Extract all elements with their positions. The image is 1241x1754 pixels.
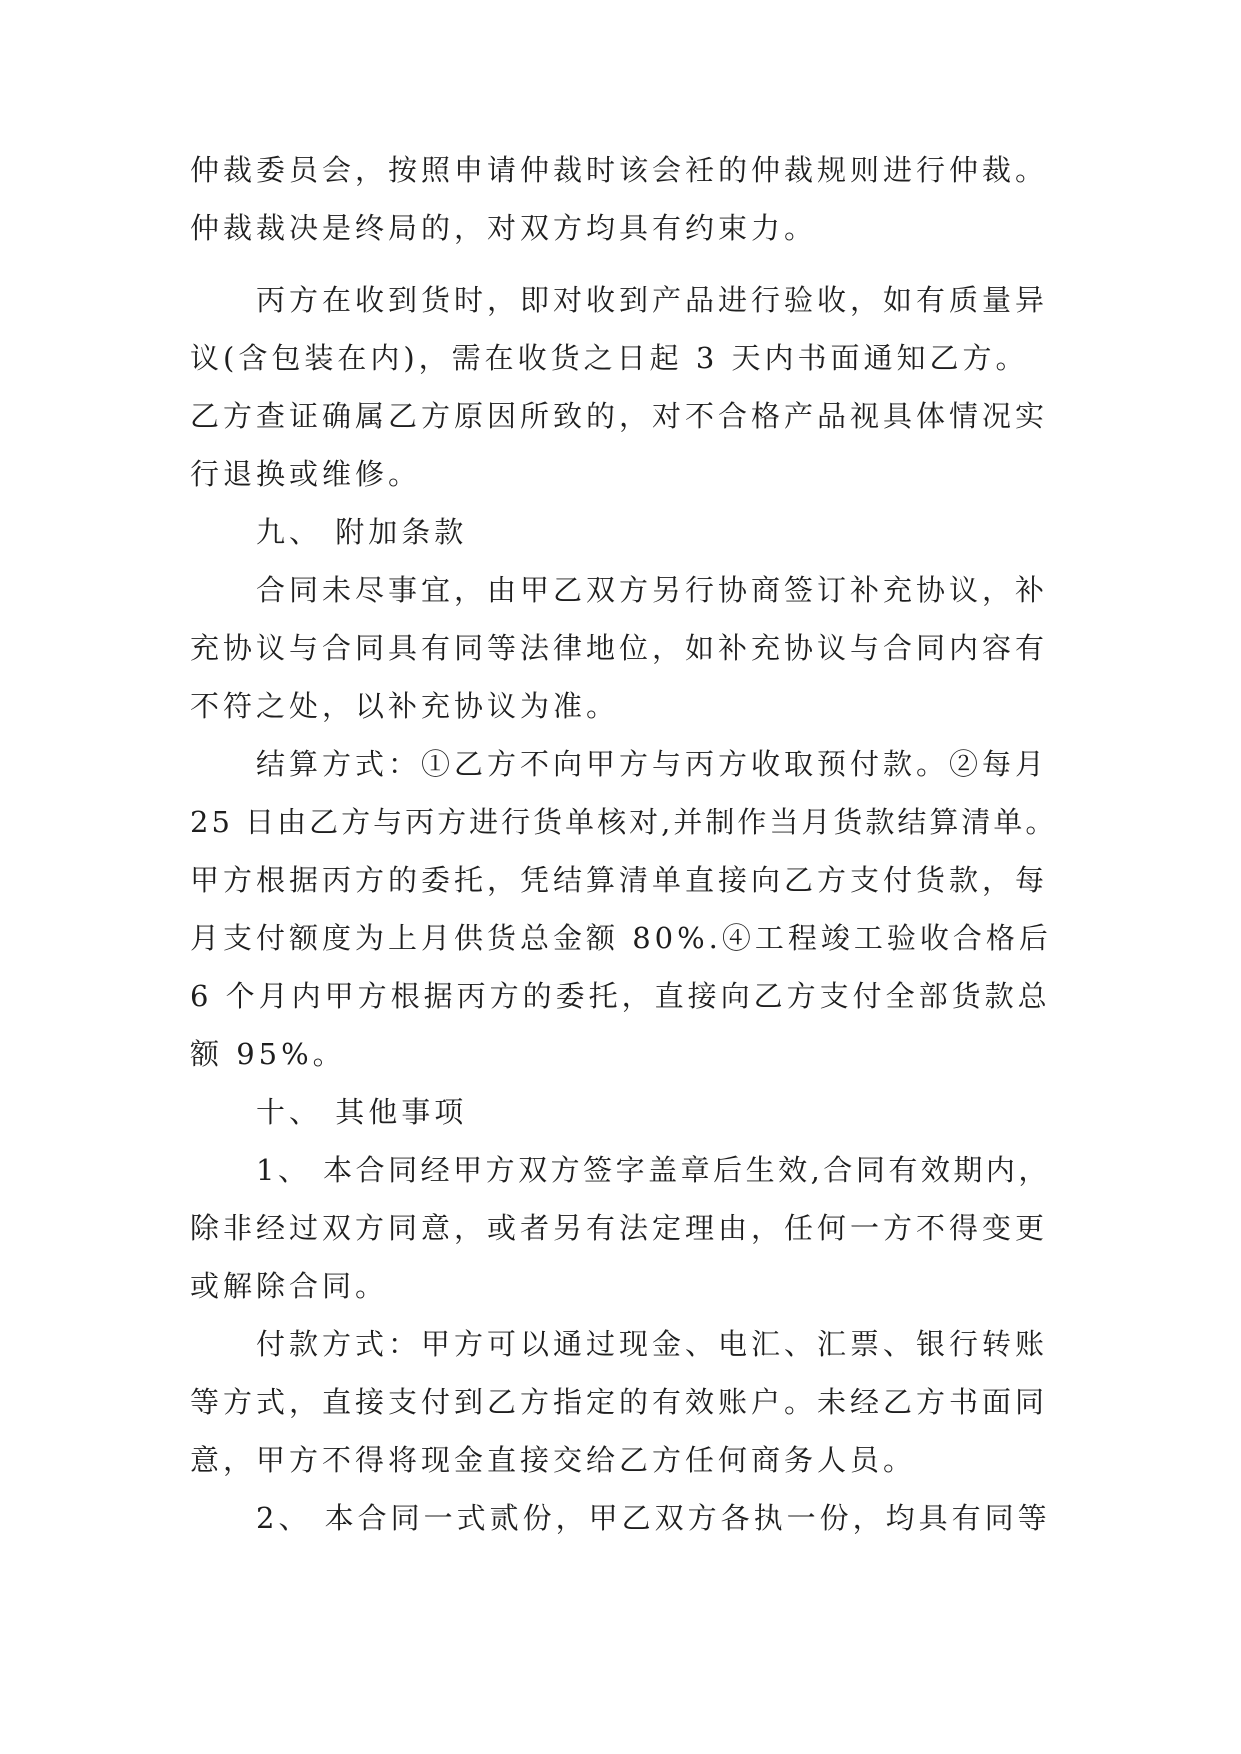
text-line: 6 个月内甲方根据丙方的委托，直接向乙方支付全部货款总 bbox=[190, 979, 1051, 1013]
text-line: 额 95%。 bbox=[190, 1037, 346, 1071]
text-line: 等方式，直接支付到乙方指定的有效账户。未经乙方书面同 bbox=[190, 1385, 1049, 1419]
text-line: 丙方在收到货时，即对收到产品进行验收，如有质量异 bbox=[256, 283, 1049, 317]
text-line: 结算方式：①乙方不向甲方与丙方收取预付款。②每月 bbox=[256, 747, 1049, 781]
text-line: 充协议与合同具有同等法律地位，如补充协议与合同内容有 bbox=[190, 631, 1049, 665]
text-line: 合同未尽事宜，由甲乙双方另行协商签订补充协议，补 bbox=[256, 573, 1049, 607]
text-line: 仲裁裁决是终局的，对双方均具有约束力。 bbox=[190, 211, 818, 245]
text-line: 意，甲方不得将现金直接交给乙方任何商务人员。 bbox=[190, 1443, 917, 1477]
text-line: 除非经过双方同意，或者另有法定理由，任何一方不得变更 bbox=[190, 1211, 1049, 1245]
section-heading: 九、 附加条款 bbox=[256, 515, 468, 549]
text-line: 25 日由乙方与丙方进行货单核对,并制作当月货款结算清单。 bbox=[190, 805, 1058, 839]
text-line: 不符之处，以补充协议为准。 bbox=[190, 689, 620, 723]
text-line: 议(含包装在内)，需在收货之日起 3 天内书面通知乙方。 bbox=[190, 341, 1029, 375]
section-heading: 十、 其他事项 bbox=[256, 1095, 468, 1129]
text-line: 付款方式：甲方可以通过现金、电汇、汇票、银行转账 bbox=[256, 1327, 1049, 1361]
text-line: 1、 本合同经甲方双方签字盖章后生效,合同有效期内， bbox=[256, 1153, 1051, 1187]
text-line: 乙方查证确属乙方原因所致的，对不合格产品视具体情况实 bbox=[190, 399, 1049, 433]
text-line: 月支付额度为上月供货总金额 80%.④工程竣工验收合格后 bbox=[190, 921, 1052, 955]
text-line: 甲方根据丙方的委托，凭结算清单直接向乙方支付货款，每 bbox=[190, 863, 1049, 897]
text-line: 仲裁委员会，按照申请仲裁时该会衽的仲裁规则进行仲裁。 bbox=[190, 153, 1049, 187]
text-line: 或解除合同。 bbox=[190, 1269, 389, 1303]
text-line: 行退换或维修。 bbox=[190, 457, 422, 491]
text-line: 2、 本合同一式贰份，甲乙双方各执一份，均具有同等 bbox=[256, 1501, 1051, 1535]
